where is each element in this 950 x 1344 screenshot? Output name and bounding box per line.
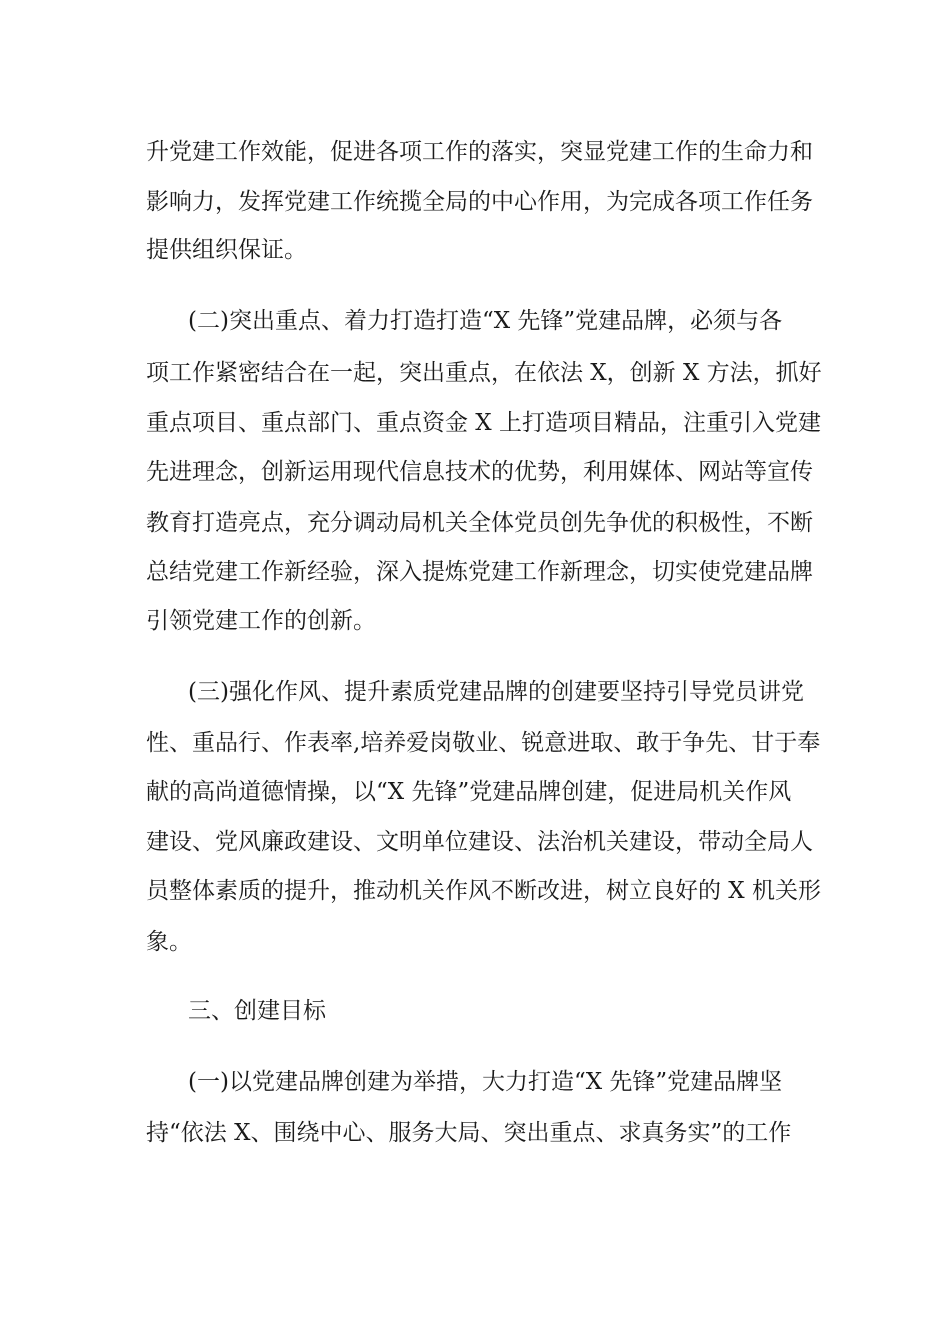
paragraph-3-line-4: 建设、党风廉政建设、文明单位建设、法治机关建设，带动全局人 — [146, 829, 813, 855]
paragraph-3-line-5: 员整体素质的提升，推动机关作风不断改进，树立良好的 X 机关形 — [146, 878, 821, 904]
paragraph-1-line-2: 影响力，发挥党建工作统揽全局的中心作用，为完成各项工作任务 — [146, 189, 813, 215]
paragraph-3-line-2: 性、重品行、作表率,培养爱岗敬业、锐意进取、敢于争先、甘于奉 — [146, 730, 821, 756]
paragraph-1-line-3: 提供组织保证。 — [146, 237, 307, 263]
paragraph-3-line-3: 献的高尚道德情操，以“X 先锋”党建品牌创建，促进局机关作风 — [146, 779, 792, 805]
paragraph-3-line-1: (三)强化作风、提升素质党建品牌的创建要坚持引导党员讲党 — [188, 679, 804, 705]
paragraph-1-line-1: 升党建工作效能，促进各项工作的落实，突显党建工作的生命力和 — [146, 139, 813, 165]
paragraph-2-line-2: 项工作紧密结合在一起，突出重点，在依法 X，创新 X 方法，抓好 — [146, 360, 822, 386]
paragraph-2-line-1: (二)突出重点、着力打造打造“X 先锋”党建品牌，必须与各 — [188, 308, 783, 334]
paragraph-4-line-2: 持“依法 X、围绕中心、服务大局、突出重点、求真务实”的工作 — [146, 1120, 792, 1146]
paragraph-2-line-7: 引领党建工作的创新。 — [146, 608, 376, 634]
paragraph-3-line-6: 象。 — [146, 929, 192, 955]
paragraph-2-line-6: 总结党建工作新经验，深入提炼党建工作新理念，切实使党建品牌 — [146, 559, 813, 585]
paragraph-2-line-5: 教育打造亮点，充分调动局机关全体党员创先争优的积极性，不断 — [146, 510, 813, 536]
paragraph-2-line-4: 先进理念，创新运用现代信息技术的优势，利用媒体、网站等宣传 — [146, 459, 813, 485]
paragraph-4-line-1: (一)以党建品牌创建为举措，大力打造“X 先锋”党建品牌坚 — [188, 1069, 783, 1095]
paragraph-2-line-3: 重点项目、重点部门、重点资金 X 上打造项目精品，注重引入党建 — [146, 410, 821, 436]
section-heading: 三、创建目标 — [188, 998, 326, 1024]
